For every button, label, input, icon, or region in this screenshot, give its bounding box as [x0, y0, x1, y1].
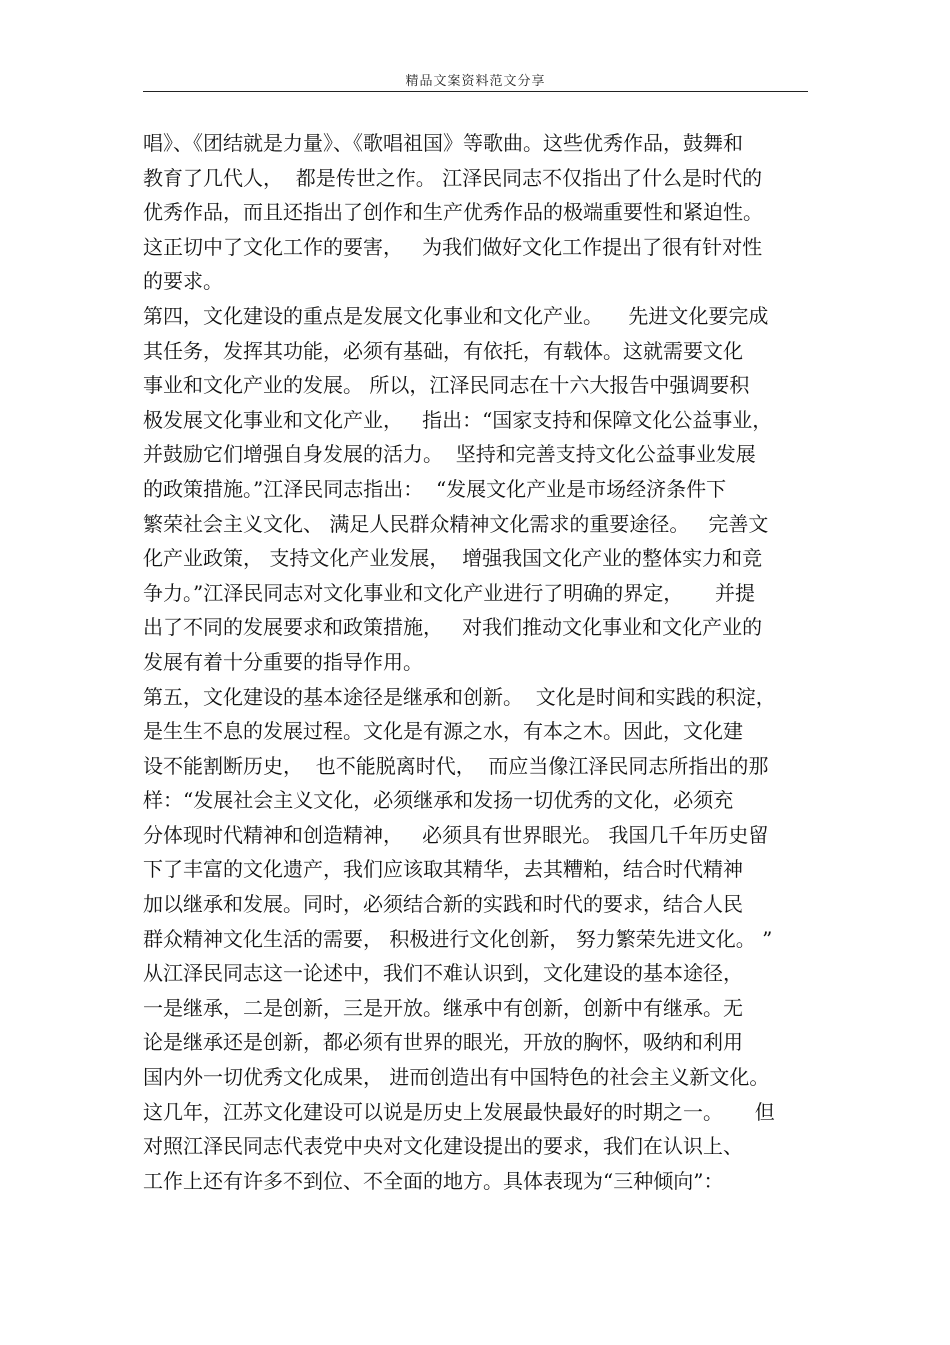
- text-line: 的政策措施。”江泽民同志指出： “发展文化产业是市场经济条件下: [143, 476, 727, 501]
- text-line: 的要求。: [143, 269, 223, 294]
- text-line: 加以继承和发展。同时，必须结合新的实践和时代的要求，结合人民: [143, 892, 743, 917]
- text-line: 分体现时代精神和创造精神， 必须具有世界眼光。 我国几千年历史留: [143, 822, 769, 847]
- text-line: 化产业政策， 支持文化产业发展， 增强我国文化产业的整体实力和竞: [143, 546, 763, 571]
- text-line: 工作上还有许多不到位、不全面的地方。具体表现为“三种倾向”：: [143, 1168, 724, 1193]
- text-line: 教育了几代人， 都是传世之作。 江泽民同志不仅指出了什么是时代的: [143, 165, 763, 190]
- page-header-title: 精品文案资料范文分享: [405, 74, 546, 89]
- text-line: 第四，文化建设的重点是发展文化事业和文化产业。 先进文化要完成: [143, 303, 769, 328]
- text-line: 这正切中了文化工作的要害， 为我们做好文化工作提出了很有针对性: [143, 234, 763, 259]
- text-line: 发展有着十分重要的指导作用。: [143, 649, 423, 674]
- text-line: 论是继承还是创新，都必须有世界的眼光，开放的胸怀，吸纳和利用: [143, 1030, 743, 1055]
- text-line: 唱》、《团结就是力量》、《歌唱祖国》等歌曲。这些优秀作品，鼓舞和: [143, 131, 743, 155]
- text-line: 极发展文化事业和文化产业， 指出：“国家支持和保障文化公益事业，: [143, 407, 773, 432]
- text-line: 繁荣社会主义文化、 满足人民群众精神文化需求的重要途径。 完善文: [143, 511, 769, 536]
- text-line: 争力。”江泽民同志对文化事业和文化产业进行了明确的界定， 并提: [143, 580, 756, 605]
- text-line: 其任务，发挥其功能，必须有基础，有依托，有载体。这就需要文化: [143, 338, 743, 363]
- text-line: 优秀作品，而且还指出了创作和生产优秀作品的极端重要性和紧迫性。: [143, 200, 763, 225]
- text-line: 第五，文化建设的基本途径是继承和创新。 文化是时间和实践的积淀，: [143, 684, 776, 709]
- text-line: 事业和文化产业的发展。 所以，江泽民同志在十六大报告中强调要积: [143, 373, 750, 398]
- document-body: [143, 126, 823, 1198]
- text-line: 下了丰富的文化遗产，我们应该取其精华，去其糟粕，结合时代精神: [143, 857, 743, 882]
- text-line: 出了不同的发展要求和政策措施， 对我们推动文化事业和文化产业的: [143, 615, 763, 640]
- text-line: 对照江泽民同志代表党中央对文化建设提出的要求，我们在认识上、: [143, 1134, 743, 1159]
- text-line: 设不能割断历史， 也不能脱离时代， 而应当像江泽民同志所指出的那: [143, 753, 769, 778]
- text-line: 这几年，江苏文化建设可以说是历史上发展最快最好的时期之一。 但: [143, 1099, 775, 1124]
- text-line: 从江泽民同志这一论述中，我们不难认识到，文化建设的基本途径，: [143, 961, 743, 986]
- text-line: 国内外一切优秀文化成果， 进而创造出有中国特色的社会主义新文化。: [143, 1065, 770, 1090]
- text-line: 群众精神文化生活的需要， 积极进行文化创新， 努力繁荣先进文化。 ”: [143, 926, 773, 951]
- text-line: 并鼓励它们增强自身发展的活力。 坚持和完善支持文化公益事业发展: [143, 442, 756, 467]
- header-divider: [143, 91, 808, 92]
- text-line: 样：“发展社会主义文化，必须继承和发扬一切优秀的文化，必须充: [143, 788, 734, 813]
- text-line: 是生生不息的发展过程。文化是有源之水，有本之木。因此，文化建: [143, 719, 743, 744]
- text-line: 一是继承，二是创新，三是开放。继承中有创新，创新中有继承。无: [143, 995, 743, 1020]
